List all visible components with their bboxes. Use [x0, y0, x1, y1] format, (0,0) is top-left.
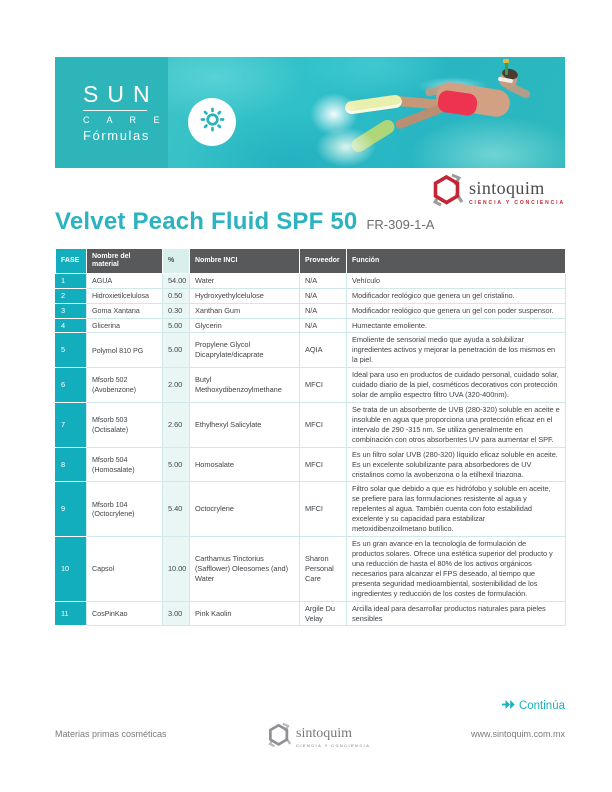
- cell-fase: 2: [56, 288, 87, 303]
- cell-proveedor: MFCI: [300, 482, 347, 537]
- cell-proveedor: N/A: [300, 318, 347, 333]
- footer-logo: [267, 721, 370, 754]
- cell-proveedor: Argile Du Velay: [300, 601, 347, 626]
- cell-funcion: Vehículo: [347, 273, 566, 288]
- company-name: sintoquim: [469, 178, 545, 198]
- cell-funcion: Modificador reológico que genera un gel cristalino.: [347, 288, 566, 303]
- table-row: [56, 333, 566, 368]
- cell-inci: Butyl Methoxydibenzoylmethane: [190, 368, 300, 403]
- cell-funcion: Filtro solar que debido a que es hidrófobo y soluble en aceite, se prefiere para las formulaciones resistente al agua y repelentes al agua. También cuenta con foto estabilidad excelente y su capacidad para estabilizar metoxidibenzoilmetano butílico.: [347, 482, 566, 537]
- continua-link[interactable]: [502, 700, 565, 712]
- cell-percent: 5.00: [163, 333, 190, 368]
- header-proveedor: Proveedor: [300, 249, 347, 274]
- cell-inci: Carthamus Tinctorius (Safflower) Oleosomes (and) Water: [190, 537, 300, 602]
- header-fase: FASE: [56, 249, 87, 274]
- cell-proveedor: MFCI: [300, 403, 347, 448]
- cell-material: CosPinKao: [87, 601, 163, 626]
- table-row: [56, 403, 566, 448]
- cell-inci: Pink Kaolin: [190, 601, 300, 626]
- company-logo: [431, 172, 565, 213]
- cell-proveedor: AQIA: [300, 333, 347, 368]
- snorkel-tip: [503, 59, 509, 63]
- cell-proveedor: N/A: [300, 288, 347, 303]
- cell-proveedor: MFCI: [300, 447, 347, 482]
- continua-label: Continúa: [518, 700, 565, 712]
- cell-material: Mfsorb 104 (Octocrylene): [87, 482, 163, 537]
- cell-fase: 8: [56, 447, 87, 482]
- cell-percent: 5.00: [163, 318, 190, 333]
- water-splash: [316, 127, 376, 167]
- cell-inci: Xanthan Gum: [190, 303, 300, 318]
- cell-funcion: Emoliente de sensorial medio que ayuda a solubilizar ingredientes activos y mejorar la penetración de los mismos en la piel.: [347, 333, 566, 368]
- cell-proveedor: Sharon Personal Care: [300, 537, 347, 602]
- cell-inci: Octocrylene: [190, 482, 300, 537]
- cell-material: AGUA: [87, 273, 163, 288]
- cell-fase: 10: [56, 537, 87, 602]
- formula-table-body: [56, 273, 566, 626]
- double-arrow-icon: [502, 700, 515, 712]
- cell-material: Polymol 810 PG: [87, 333, 163, 368]
- table-row: [56, 318, 566, 333]
- cell-material: Hidroxietilcelulosa: [87, 288, 163, 303]
- footer-company-tagline: CIENCIA Y CONCIENCIA: [296, 743, 371, 748]
- sun-badge: [188, 98, 236, 146]
- footer-company-name: sintoquim: [296, 726, 353, 741]
- cell-inci: Glycerin: [190, 318, 300, 333]
- cell-funcion: Humectante emoliente.: [347, 318, 566, 333]
- table-header-row: [56, 249, 566, 274]
- cell-material: Glicerina: [87, 318, 163, 333]
- header-material: Nombre del material: [87, 249, 163, 274]
- table-row: [56, 447, 566, 482]
- cell-funcion: Es un filtro solar UVB (280-320) líquido eficaz soluble en aceite. Es un excelente solubilizante para absorbedores de UV cristalinos como la avobenzona o la etilhexil triazona.: [347, 447, 566, 482]
- cell-fase: 4: [56, 318, 87, 333]
- cell-material: Mfsorb 503 (Octisalate): [87, 403, 163, 448]
- cell-funcion: Modificador reológico que genera un gel con poder suspensor.: [347, 303, 566, 318]
- cell-fase: 5: [56, 333, 87, 368]
- cell-percent: 0.50: [163, 288, 190, 303]
- cell-fase: 6: [56, 368, 87, 403]
- cell-funcion: Es un gran avance en la tecnología de formulación de productos solares. Ofrece una estética superior del producto y una reducción de hasta el 80% de los activos orgánicos necesarios para alcanzar el FPS deseado, al tiempo que presenta seguridad medioambiental, sostenibilidad de los ingredientes y reducción de los costes de formulación.: [347, 537, 566, 602]
- snorkeler-photo: [168, 57, 565, 168]
- sun-care-brand-block: [55, 57, 168, 168]
- formula-code: FR-309-1-A: [366, 217, 435, 232]
- cell-percent: 0.30: [163, 303, 190, 318]
- cell-fase: 3: [56, 303, 87, 318]
- footer-tagline-left: Materias primas cosméticas: [55, 729, 167, 739]
- sun-icon: [200, 107, 225, 137]
- cell-funcion: Arcilla ideal para desarrollar productos naturales para pieles sensibles: [347, 601, 566, 626]
- header-inci: Nombre INCI: [190, 249, 300, 274]
- cell-funcion: Ideal para uso en productos de cuidado personal, cuidado solar, cuidado diario de la piel, cosméticos decorativos con protección solar de amplio espectro filtro UVA (320-400nm).: [347, 368, 566, 403]
- table-row: [56, 601, 566, 626]
- cell-percent: 5.40: [163, 482, 190, 537]
- cell-proveedor: N/A: [300, 303, 347, 318]
- table-row: [56, 537, 566, 602]
- cell-material: Mfsorb 502 (Avobenzone): [87, 368, 163, 403]
- header-banner: [55, 57, 565, 168]
- swimmer-red-shorts: [437, 89, 479, 116]
- cell-percent: 2.60: [163, 403, 190, 448]
- table-row: [56, 273, 566, 288]
- brand-divider: [83, 110, 147, 111]
- cell-percent: 54.00: [163, 273, 190, 288]
- header-funcion: Función: [347, 249, 566, 274]
- sintoquim-hexagon-icon: [431, 172, 463, 213]
- page-title: Velvet Peach Fluid SPF 50: [55, 208, 358, 235]
- table-row: [56, 288, 566, 303]
- table-row: [56, 368, 566, 403]
- brand-sun-text: SUN: [83, 81, 159, 107]
- sintoquim-hexagon-icon-gray: [267, 721, 291, 754]
- cell-percent: 3.00: [163, 601, 190, 626]
- formula-table: [55, 248, 566, 626]
- brand-care-text: C A R E: [83, 115, 168, 125]
- page-footer: [55, 721, 565, 754]
- cell-material: Goma Xantana: [87, 303, 163, 318]
- cell-fase: 11: [56, 601, 87, 626]
- cell-inci: Hydroxyethylcelulose: [190, 288, 300, 303]
- cell-inci: Homosalate: [190, 447, 300, 482]
- title-block: [55, 208, 434, 236]
- header-percent: %: [163, 249, 190, 274]
- cell-inci: Water: [190, 273, 300, 288]
- table-row: [56, 303, 566, 318]
- cell-funcion: Se trata de un absorbente de UVB (280-320) soluble en aceite e insoluble en agua que proporciona una protección eficaz en el intervalo de 290 -315 nm. Se utiliza generalmente en combinación con otros absorbentes UV para aumentar el SPF.: [347, 403, 566, 448]
- cell-fase: 1: [56, 273, 87, 288]
- cell-inci: Ethylhexyl Salicylate: [190, 403, 300, 448]
- cell-material: Mfsorb 504 (Homosalate): [87, 447, 163, 482]
- cell-material: Capsol: [87, 537, 163, 602]
- cell-proveedor: MFCI: [300, 368, 347, 403]
- brand-formulas-text: Fórmulas: [83, 128, 150, 143]
- table-row: [56, 482, 566, 537]
- cell-percent: 5.00: [163, 447, 190, 482]
- cell-inci: Propylene Glycol Dicaprylate/dicaprate: [190, 333, 300, 368]
- cell-percent: 10.00: [163, 537, 190, 602]
- company-tagline: CIENCIA Y CONCIENCIA: [469, 200, 565, 206]
- cell-fase: 7: [56, 403, 87, 448]
- cell-proveedor: N/A: [300, 273, 347, 288]
- footer-website-url[interactable]: www.sintoquim.com.mx: [470, 729, 565, 739]
- cell-percent: 2.00: [163, 368, 190, 403]
- cell-fase: 9: [56, 482, 87, 537]
- snorkel: [505, 62, 508, 75]
